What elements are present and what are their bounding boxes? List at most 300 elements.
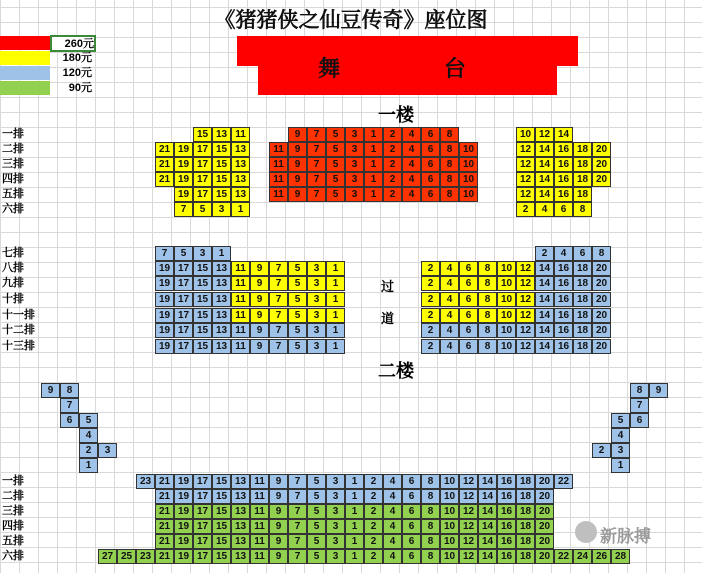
seat[interactable]: 2 — [364, 519, 383, 534]
seat[interactable]: 12 — [459, 519, 478, 534]
seat[interactable]: 20 — [592, 142, 611, 157]
seat[interactable]: 7 — [307, 127, 326, 142]
seat[interactable]: 7 — [174, 202, 193, 217]
seat[interactable]: 14 — [478, 549, 497, 564]
seat[interactable]: 26 — [592, 549, 611, 564]
seat[interactable]: 13 — [212, 276, 231, 291]
seat[interactable]: 11 — [250, 534, 269, 549]
seat[interactable]: 14 — [535, 187, 554, 202]
seat[interactable]: 19 — [155, 323, 174, 338]
seat[interactable]: 16 — [497, 504, 516, 519]
seat[interactable]: 13 — [231, 489, 250, 504]
seat[interactable]: 10 — [459, 187, 478, 202]
seat[interactable]: 17 — [193, 187, 212, 202]
seat[interactable]: 18 — [516, 504, 535, 519]
seat[interactable]: 6 — [402, 489, 421, 504]
seat[interactable]: 13 — [231, 519, 250, 534]
seat[interactable]: 18 — [516, 519, 535, 534]
seat[interactable]: 1 — [345, 534, 364, 549]
seat[interactable]: 7 — [288, 534, 307, 549]
seat[interactable]: 16 — [554, 261, 573, 276]
seat[interactable]: 6 — [402, 534, 421, 549]
seat[interactable]: 2 — [383, 157, 402, 172]
seat[interactable]: 5 — [307, 534, 326, 549]
seat[interactable]: 7 — [269, 308, 288, 323]
seat[interactable]: 17 — [193, 474, 212, 489]
seat[interactable]: 4 — [535, 202, 554, 217]
seat[interactable]: 4 — [402, 187, 421, 202]
seat[interactable]: 17 — [193, 504, 212, 519]
seat[interactable]: 3 — [307, 292, 326, 307]
seat[interactable]: 8 — [478, 323, 497, 338]
seat[interactable]: 4 — [402, 127, 421, 142]
seat[interactable]: 11 — [269, 172, 288, 187]
seat[interactable]: 2 — [383, 187, 402, 202]
seat[interactable]: 11 — [250, 474, 269, 489]
seat[interactable]: 8 — [421, 519, 440, 534]
seat[interactable]: 2 — [421, 339, 440, 354]
seat[interactable]: 4 — [440, 308, 459, 323]
seat[interactable]: 8 — [440, 142, 459, 157]
seat[interactable]: 1 — [364, 142, 383, 157]
seat[interactable]: 12 — [516, 261, 535, 276]
seat[interactable]: 6 — [402, 504, 421, 519]
seat[interactable]: 14 — [478, 534, 497, 549]
seat[interactable]: 9 — [288, 157, 307, 172]
seat[interactable]: 4 — [383, 549, 402, 564]
seat[interactable]: 18 — [516, 534, 535, 549]
seat[interactable]: 3 — [345, 157, 364, 172]
seat[interactable]: 17 — [193, 534, 212, 549]
seat[interactable]: 4 — [402, 157, 421, 172]
seat[interactable]: 17 — [174, 339, 193, 354]
seat[interactable]: 8 — [440, 187, 459, 202]
seat[interactable]: 6 — [421, 142, 440, 157]
seat[interactable]: 10 — [440, 489, 459, 504]
seat[interactable]: 7 — [307, 187, 326, 202]
seat[interactable]: 14 — [478, 489, 497, 504]
seat[interactable]: 8 — [592, 246, 611, 261]
seat[interactable]: 1 — [345, 519, 364, 534]
seat[interactable]: 6 — [554, 202, 573, 217]
seat[interactable]: 18 — [573, 292, 592, 307]
seat[interactable]: 2 — [535, 246, 554, 261]
seat[interactable]: 2 — [364, 474, 383, 489]
seat[interactable]: 2 — [364, 549, 383, 564]
seat[interactable]: 4 — [611, 428, 630, 443]
seat[interactable]: 8 — [478, 276, 497, 291]
seat[interactable]: 19 — [155, 276, 174, 291]
seat[interactable]: 6 — [459, 276, 478, 291]
seat[interactable]: 1 — [345, 489, 364, 504]
seat[interactable]: 5 — [307, 474, 326, 489]
seat[interactable]: 19 — [174, 172, 193, 187]
seat[interactable]: 23 — [136, 474, 155, 489]
seat[interactable]: 10 — [497, 276, 516, 291]
seat[interactable]: 14 — [535, 339, 554, 354]
seat[interactable]: 6 — [421, 157, 440, 172]
seat[interactable]: 4 — [79, 428, 98, 443]
seat[interactable]: 9 — [288, 142, 307, 157]
seat[interactable]: 1 — [364, 187, 383, 202]
seat[interactable]: 18 — [573, 308, 592, 323]
seat[interactable]: 20 — [592, 261, 611, 276]
seat[interactable]: 15 — [193, 127, 212, 142]
seat[interactable]: 3 — [307, 339, 326, 354]
seat[interactable]: 8 — [478, 292, 497, 307]
seat[interactable]: 12 — [516, 157, 535, 172]
seat[interactable]: 9 — [250, 276, 269, 291]
seat[interactable]: 16 — [497, 489, 516, 504]
seat[interactable]: 16 — [554, 292, 573, 307]
seat[interactable]: 6 — [402, 549, 421, 564]
seat[interactable]: 15 — [193, 323, 212, 338]
seat[interactable]: 15 — [212, 519, 231, 534]
seat[interactable]: 12 — [516, 172, 535, 187]
seat[interactable]: 2 — [516, 202, 535, 217]
seat[interactable]: 14 — [535, 323, 554, 338]
seat[interactable]: 17 — [193, 519, 212, 534]
seat[interactable]: 17 — [193, 549, 212, 564]
seat[interactable]: 12 — [459, 489, 478, 504]
seat[interactable]: 7 — [288, 549, 307, 564]
seat[interactable]: 11 — [231, 323, 250, 338]
seat[interactable]: 9 — [269, 474, 288, 489]
seat[interactable]: 6 — [459, 323, 478, 338]
seat[interactable]: 4 — [383, 534, 402, 549]
seat[interactable]: 3 — [326, 489, 345, 504]
seat[interactable]: 11 — [231, 308, 250, 323]
seat[interactable]: 3 — [345, 172, 364, 187]
seat[interactable]: 10 — [497, 292, 516, 307]
seat[interactable]: 8 — [630, 383, 649, 398]
seat[interactable]: 10 — [497, 339, 516, 354]
seat[interactable]: 16 — [497, 549, 516, 564]
seat[interactable]: 13 — [231, 474, 250, 489]
seat[interactable]: 15 — [212, 142, 231, 157]
seat[interactable]: 17 — [174, 292, 193, 307]
seat[interactable]: 7 — [307, 157, 326, 172]
seat[interactable]: 15 — [212, 172, 231, 187]
seat[interactable]: 1 — [79, 458, 98, 473]
seat[interactable]: 10 — [459, 142, 478, 157]
seat[interactable]: 7 — [269, 276, 288, 291]
seat[interactable]: 24 — [573, 549, 592, 564]
seat[interactable]: 20 — [535, 534, 554, 549]
seat[interactable]: 9 — [288, 127, 307, 142]
seat[interactable]: 6 — [459, 261, 478, 276]
seat[interactable]: 21 — [155, 172, 174, 187]
seat[interactable]: 10 — [497, 261, 516, 276]
seat[interactable]: 6 — [60, 413, 79, 428]
seat[interactable]: 11 — [250, 489, 269, 504]
seat[interactable]: 11 — [269, 187, 288, 202]
seat[interactable]: 10 — [497, 323, 516, 338]
seat[interactable]: 14 — [478, 474, 497, 489]
seat[interactable]: 9 — [269, 534, 288, 549]
seat[interactable]: 18 — [573, 261, 592, 276]
seat[interactable]: 12 — [516, 339, 535, 354]
seat[interactable]: 19 — [174, 549, 193, 564]
seat[interactable]: 7 — [269, 339, 288, 354]
seat[interactable]: 21 — [155, 504, 174, 519]
seat[interactable]: 3 — [345, 142, 364, 157]
seat[interactable]: 3 — [307, 323, 326, 338]
seat[interactable]: 18 — [573, 276, 592, 291]
seat[interactable]: 5 — [326, 142, 345, 157]
seat[interactable]: 15 — [193, 339, 212, 354]
seat[interactable]: 3 — [345, 187, 364, 202]
seat[interactable]: 8 — [440, 127, 459, 142]
seat[interactable]: 19 — [174, 157, 193, 172]
seat[interactable]: 6 — [459, 292, 478, 307]
seat[interactable]: 14 — [535, 276, 554, 291]
seat[interactable]: 5 — [307, 549, 326, 564]
seat[interactable]: 15 — [212, 489, 231, 504]
seat[interactable]: 9 — [269, 519, 288, 534]
seat[interactable]: 13 — [212, 323, 231, 338]
seat[interactable]: 12 — [516, 308, 535, 323]
seat[interactable]: 5 — [326, 187, 345, 202]
seat[interactable]: 19 — [174, 142, 193, 157]
seat[interactable]: 3 — [326, 549, 345, 564]
seat[interactable]: 14 — [535, 308, 554, 323]
seat[interactable]: 11 — [250, 549, 269, 564]
seat[interactable]: 1 — [326, 308, 345, 323]
seat[interactable]: 12 — [535, 127, 554, 142]
seat[interactable]: 3 — [345, 127, 364, 142]
seat[interactable]: 27 — [98, 549, 117, 564]
seat[interactable]: 9 — [250, 339, 269, 354]
seat[interactable]: 11 — [269, 142, 288, 157]
seat[interactable]: 2 — [79, 443, 98, 458]
seat[interactable]: 2 — [421, 261, 440, 276]
seat[interactable]: 1 — [345, 474, 364, 489]
seat[interactable]: 6 — [459, 308, 478, 323]
seat[interactable]: 20 — [592, 308, 611, 323]
seat[interactable]: 14 — [535, 157, 554, 172]
seat[interactable]: 3 — [326, 504, 345, 519]
seat[interactable]: 10 — [459, 172, 478, 187]
seat[interactable]: 21 — [155, 157, 174, 172]
seat[interactable]: 9 — [41, 383, 60, 398]
seat[interactable]: 22 — [554, 474, 573, 489]
seat[interactable]: 8 — [478, 339, 497, 354]
seat[interactable]: 18 — [573, 142, 592, 157]
seat[interactable]: 9 — [269, 504, 288, 519]
seat[interactable]: 21 — [155, 519, 174, 534]
seat[interactable]: 9 — [250, 323, 269, 338]
seat[interactable]: 2 — [364, 489, 383, 504]
seat[interactable]: 18 — [573, 157, 592, 172]
seat[interactable]: 7 — [155, 246, 174, 261]
seat[interactable]: 14 — [535, 292, 554, 307]
seat[interactable]: 9 — [250, 292, 269, 307]
seat[interactable]: 23 — [136, 549, 155, 564]
seat[interactable]: 7 — [269, 323, 288, 338]
seat[interactable]: 4 — [440, 323, 459, 338]
seat[interactable]: 9 — [288, 187, 307, 202]
seat[interactable]: 14 — [478, 504, 497, 519]
seat[interactable]: 17 — [193, 157, 212, 172]
seat[interactable]: 18 — [573, 187, 592, 202]
seat[interactable]: 13 — [231, 187, 250, 202]
seat[interactable]: 19 — [174, 489, 193, 504]
seat[interactable]: 4 — [383, 489, 402, 504]
seat[interactable]: 15 — [212, 549, 231, 564]
seat[interactable]: 12 — [459, 504, 478, 519]
seat[interactable]: 4 — [554, 246, 573, 261]
seat[interactable]: 10 — [440, 534, 459, 549]
seat[interactable]: 7 — [269, 292, 288, 307]
seat[interactable]: 3 — [611, 443, 630, 458]
seat[interactable]: 11 — [250, 519, 269, 534]
seat[interactable]: 15 — [212, 504, 231, 519]
seat[interactable]: 15 — [212, 187, 231, 202]
seat[interactable]: 19 — [174, 519, 193, 534]
seat[interactable]: 18 — [573, 339, 592, 354]
seat[interactable]: 5 — [79, 413, 98, 428]
seat[interactable]: 13 — [212, 292, 231, 307]
seat[interactable]: 15 — [193, 308, 212, 323]
seat[interactable]: 5 — [611, 413, 630, 428]
seat[interactable]: 13 — [231, 504, 250, 519]
seat[interactable]: 13 — [231, 142, 250, 157]
seat[interactable]: 20 — [535, 549, 554, 564]
seat[interactable]: 12 — [459, 534, 478, 549]
seat[interactable]: 8 — [478, 261, 497, 276]
seat[interactable]: 17 — [174, 276, 193, 291]
seat[interactable]: 5 — [288, 339, 307, 354]
seat[interactable]: 21 — [155, 474, 174, 489]
seat[interactable]: 6 — [459, 339, 478, 354]
seat[interactable]: 19 — [174, 474, 193, 489]
seat[interactable]: 12 — [459, 474, 478, 489]
seat[interactable]: 7 — [288, 489, 307, 504]
seat[interactable]: 20 — [592, 157, 611, 172]
seat[interactable]: 2 — [421, 323, 440, 338]
seat[interactable]: 8 — [573, 202, 592, 217]
seat[interactable]: 3 — [326, 519, 345, 534]
seat[interactable]: 19 — [155, 292, 174, 307]
seat[interactable]: 9 — [269, 489, 288, 504]
seat[interactable]: 20 — [535, 474, 554, 489]
seat[interactable]: 9 — [250, 308, 269, 323]
seat[interactable]: 2 — [364, 534, 383, 549]
seat[interactable]: 17 — [193, 172, 212, 187]
seat[interactable]: 1 — [345, 504, 364, 519]
seat[interactable]: 6 — [573, 246, 592, 261]
seat[interactable]: 14 — [535, 261, 554, 276]
seat[interactable]: 5 — [326, 127, 345, 142]
seat[interactable]: 4 — [402, 142, 421, 157]
seat[interactable]: 5 — [326, 172, 345, 187]
seat[interactable]: 5 — [288, 261, 307, 276]
seat[interactable]: 11 — [231, 127, 250, 142]
seat[interactable]: 7 — [288, 504, 307, 519]
seat[interactable]: 18 — [516, 489, 535, 504]
seat[interactable]: 6 — [421, 187, 440, 202]
seat[interactable]: 18 — [516, 549, 535, 564]
seat[interactable]: 11 — [231, 261, 250, 276]
seat[interactable]: 13 — [212, 339, 231, 354]
seat[interactable]: 8 — [440, 157, 459, 172]
seat[interactable]: 8 — [421, 474, 440, 489]
seat[interactable]: 16 — [497, 474, 516, 489]
seat[interactable]: 4 — [383, 519, 402, 534]
seat[interactable]: 14 — [535, 142, 554, 157]
seat[interactable]: 16 — [554, 172, 573, 187]
seat[interactable]: 1 — [326, 323, 345, 338]
seat[interactable]: 22 — [554, 549, 573, 564]
seat[interactable]: 1 — [326, 276, 345, 291]
seat[interactable]: 6 — [630, 413, 649, 428]
seat[interactable]: 6 — [421, 127, 440, 142]
seat[interactable]: 10 — [440, 549, 459, 564]
seat[interactable]: 9 — [250, 261, 269, 276]
seat[interactable]: 3 — [307, 276, 326, 291]
seat[interactable]: 17 — [174, 261, 193, 276]
seat[interactable]: 12 — [516, 323, 535, 338]
seat[interactable]: 21 — [155, 549, 174, 564]
seat[interactable]: 8 — [421, 549, 440, 564]
seat[interactable]: 8 — [421, 534, 440, 549]
seat[interactable]: 5 — [174, 246, 193, 261]
seat[interactable]: 15 — [212, 534, 231, 549]
seat[interactable]: 11 — [231, 276, 250, 291]
seat[interactable]: 5 — [288, 323, 307, 338]
seat[interactable]: 4 — [440, 276, 459, 291]
seat[interactable]: 16 — [497, 534, 516, 549]
seat[interactable]: 16 — [554, 308, 573, 323]
seat[interactable]: 5 — [307, 489, 326, 504]
seat[interactable]: 13 — [231, 534, 250, 549]
seat[interactable]: 20 — [592, 172, 611, 187]
seat[interactable]: 2 — [592, 443, 611, 458]
seat[interactable]: 11 — [231, 339, 250, 354]
seat[interactable]: 5 — [288, 292, 307, 307]
seat[interactable]: 19 — [155, 308, 174, 323]
seat[interactable]: 7 — [269, 261, 288, 276]
seat[interactable]: 12 — [516, 292, 535, 307]
seat[interactable]: 4 — [440, 261, 459, 276]
seat[interactable]: 5 — [288, 308, 307, 323]
seat[interactable]: 20 — [592, 292, 611, 307]
seat[interactable]: 1 — [326, 339, 345, 354]
seat[interactable]: 14 — [535, 172, 554, 187]
seat[interactable]: 2 — [421, 276, 440, 291]
seat[interactable]: 19 — [155, 261, 174, 276]
seat[interactable]: 3 — [98, 443, 117, 458]
seat[interactable]: 2 — [421, 308, 440, 323]
seat[interactable]: 13 — [212, 308, 231, 323]
seat[interactable]: 17 — [174, 308, 193, 323]
seat[interactable]: 19 — [174, 504, 193, 519]
seat[interactable]: 11 — [250, 504, 269, 519]
seat[interactable]: 16 — [554, 339, 573, 354]
seat[interactable]: 13 — [212, 261, 231, 276]
seat[interactable]: 1 — [364, 157, 383, 172]
seat[interactable]: 11 — [231, 292, 250, 307]
seat[interactable]: 15 — [193, 276, 212, 291]
seat[interactable]: 7 — [288, 519, 307, 534]
seat[interactable]: 5 — [307, 504, 326, 519]
seat[interactable]: 4 — [440, 339, 459, 354]
seat[interactable]: 1 — [231, 202, 250, 217]
seat[interactable]: 12 — [459, 549, 478, 564]
seat[interactable]: 5 — [307, 519, 326, 534]
seat[interactable]: 8 — [421, 489, 440, 504]
